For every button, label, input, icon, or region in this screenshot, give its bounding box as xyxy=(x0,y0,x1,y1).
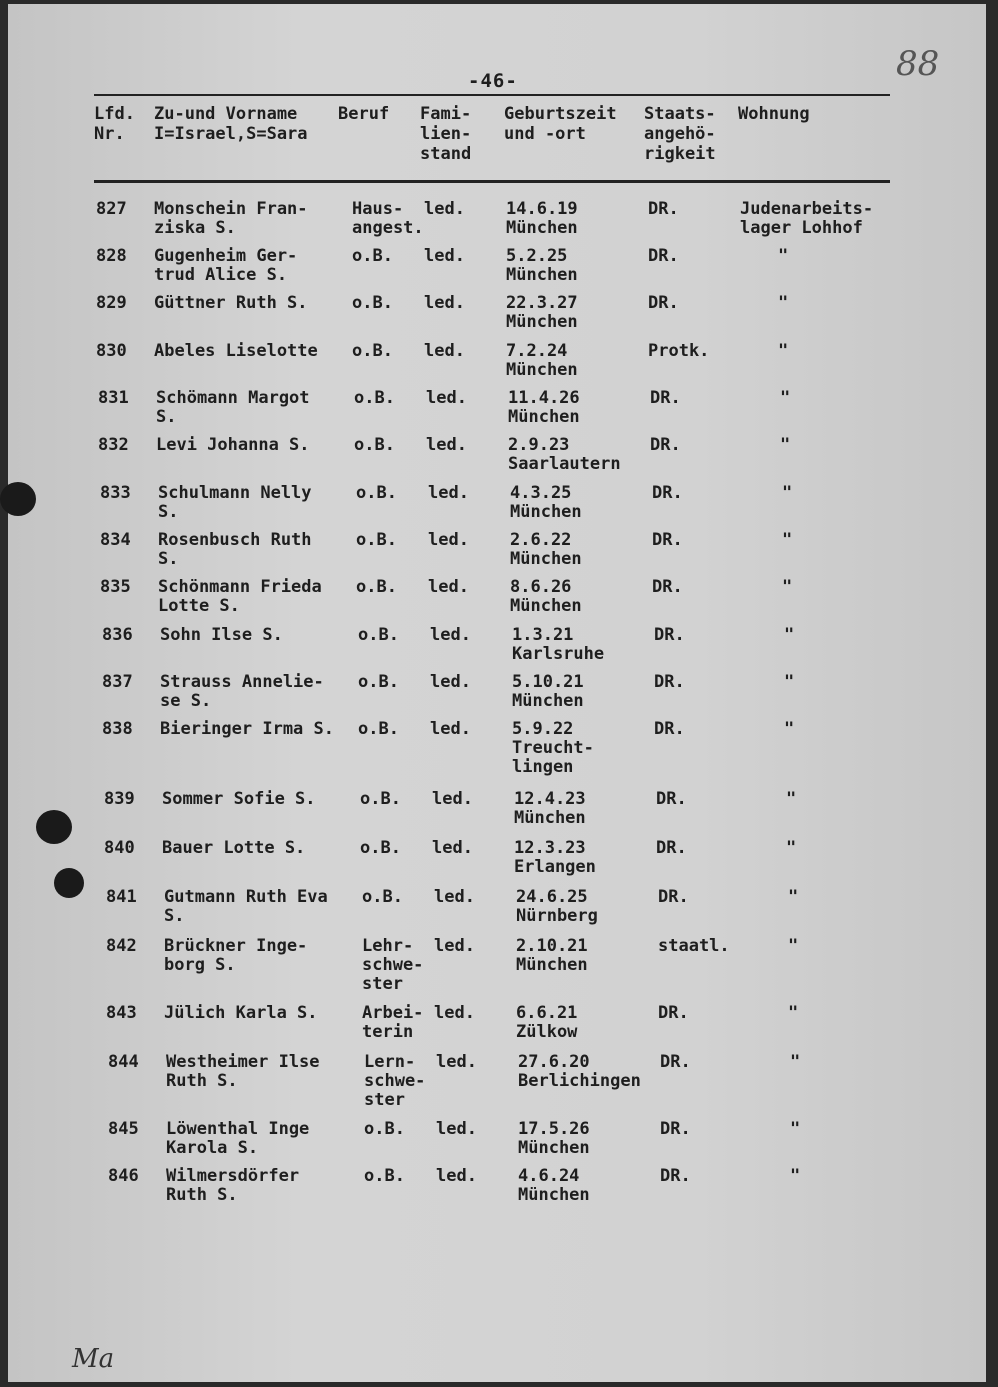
table-row xyxy=(20,1120,998,1166)
row-beruf: Haus- angest. xyxy=(352,199,424,238)
table-row xyxy=(12,484,990,530)
row-number: 834 xyxy=(100,530,131,550)
row-staat: DR. xyxy=(652,577,683,597)
row-name: Jülich Karla S. xyxy=(164,1003,318,1023)
table-row xyxy=(14,673,992,719)
row-wohnung: Judenarbeits- lager Lohhof xyxy=(740,199,874,238)
row-name: Rosenbusch Ruth S. xyxy=(158,530,312,569)
row-number: 842 xyxy=(106,936,137,956)
row-staat: DR. xyxy=(652,530,683,550)
row-familienstand: led. xyxy=(436,1166,477,1186)
row-staat: DR. xyxy=(660,1119,691,1139)
row-staat: DR. xyxy=(658,1003,689,1023)
row-wohnung: " xyxy=(790,1052,801,1072)
row-beruf: o.B. xyxy=(352,341,393,361)
row-familienstand: led. xyxy=(424,199,465,219)
row-familienstand: led. xyxy=(430,672,471,692)
row-geburt: 5.9.22 Treucht- lingen xyxy=(512,719,594,777)
row-familienstand: led. xyxy=(428,530,469,550)
row-number: 833 xyxy=(100,483,131,503)
row-familienstand: led. xyxy=(436,1052,477,1072)
row-geburt: 24.6.25 Nürnberg xyxy=(516,887,598,926)
row-geburt: 22.3.27 München xyxy=(506,293,578,332)
archive-number: 88 xyxy=(896,44,940,84)
row-geburt: 7.2.24 München xyxy=(506,341,578,380)
row-staat: DR. xyxy=(654,625,685,645)
row-wohnung: " xyxy=(782,530,793,550)
row-geburt: 6.6.21 Zülkow xyxy=(516,1003,578,1042)
row-name: Sohn Ilse S. xyxy=(160,625,283,645)
row-geburt: 5.2.25 München xyxy=(506,246,578,285)
table-row xyxy=(8,342,986,388)
row-beruf: o.B. xyxy=(352,246,393,266)
row-familienstand: led. xyxy=(434,887,475,907)
row-familienstand: led. xyxy=(426,388,467,408)
row-wohnung: " xyxy=(784,719,795,739)
row-wohnung: " xyxy=(788,1003,799,1023)
row-familienstand: led. xyxy=(436,1119,477,1139)
header-wohnung: Wohnung xyxy=(738,104,810,124)
row-familienstand: led. xyxy=(424,246,465,266)
row-beruf: o.B. xyxy=(356,577,397,597)
row-number: 828 xyxy=(96,246,127,266)
row-wohnung: " xyxy=(778,293,789,313)
row-familienstand: led. xyxy=(432,838,473,858)
row-beruf: o.B. xyxy=(354,388,395,408)
row-beruf: o.B. xyxy=(356,530,397,550)
row-wohnung: " xyxy=(784,672,795,692)
header-familienstand: Fami- lien- stand xyxy=(420,104,472,164)
row-number: 839 xyxy=(104,789,135,809)
row-beruf: o.B. xyxy=(364,1166,405,1186)
table-row xyxy=(18,936,996,994)
table-row xyxy=(16,790,994,836)
row-number: 845 xyxy=(108,1119,139,1139)
header-bottom-rule xyxy=(94,180,890,183)
row-familienstand: led. xyxy=(428,483,469,503)
row-name: Schönmann Frieda Lotte S. xyxy=(158,577,322,616)
row-beruf: Lehr- schwe- ster xyxy=(362,936,424,994)
table-row xyxy=(12,531,990,577)
row-beruf: o.B. xyxy=(358,625,399,645)
row-wohnung: " xyxy=(778,246,789,266)
row-geburt: 2.10.21 München xyxy=(516,936,588,975)
punch-hole xyxy=(0,482,36,516)
marginal-note: Ma xyxy=(72,1344,115,1374)
row-staat: DR. xyxy=(650,435,681,455)
punch-hole xyxy=(36,810,72,844)
row-name: Abeles Liselotte xyxy=(154,341,318,361)
row-wohnung: " xyxy=(784,625,795,645)
table-row xyxy=(16,839,994,885)
header-name: Zu-und Vorname I=Israel,S=Sara xyxy=(154,104,308,144)
row-wohnung: " xyxy=(786,838,797,858)
row-number: 832 xyxy=(98,435,129,455)
row-wohnung: " xyxy=(782,577,793,597)
row-staat: DR. xyxy=(648,199,679,219)
table-row xyxy=(18,888,996,934)
row-geburt: 8.6.26 München xyxy=(510,577,582,616)
row-number: 837 xyxy=(102,672,133,692)
row-staat: DR. xyxy=(656,838,687,858)
row-wohnung: " xyxy=(782,483,793,503)
table-row xyxy=(12,578,990,624)
table-row xyxy=(10,389,988,435)
row-number: 840 xyxy=(104,838,135,858)
row-familienstand: led. xyxy=(430,719,471,739)
row-wohnung: " xyxy=(786,789,797,809)
row-name: Westheimer Ilse Ruth S. xyxy=(166,1052,320,1091)
table-row xyxy=(20,1167,998,1213)
row-geburt: 12.3.23 Erlangen xyxy=(514,838,596,877)
row-name: Wilmersdörfer Ruth S. xyxy=(166,1166,300,1205)
header-nr: Lfd. Nr. xyxy=(94,104,135,144)
row-geburt: 2.9.23 Saarlautern xyxy=(508,435,621,474)
row-geburt: 1.3.21 Karlsruhe xyxy=(512,625,605,664)
row-number: 831 xyxy=(98,388,129,408)
row-geburt: 14.6.19 München xyxy=(506,199,578,238)
row-beruf: o.B. xyxy=(354,435,395,455)
row-staat: DR. xyxy=(654,719,685,739)
row-name: Gutmann Ruth Eva S. xyxy=(164,887,328,926)
row-wohnung: " xyxy=(780,435,791,455)
punch-hole xyxy=(54,868,84,898)
row-staat: DR. xyxy=(654,672,685,692)
row-geburt: 4.6.24 München xyxy=(518,1166,590,1205)
row-number: 846 xyxy=(108,1166,139,1186)
row-number: 829 xyxy=(96,293,127,313)
row-number: 836 xyxy=(102,625,133,645)
row-familienstand: led. xyxy=(424,341,465,361)
row-staat: DR. xyxy=(650,388,681,408)
row-beruf: o.B. xyxy=(362,887,403,907)
row-number: 841 xyxy=(106,887,137,907)
table-row xyxy=(10,436,988,482)
row-familienstand: led. xyxy=(424,293,465,313)
table-row xyxy=(8,200,986,246)
row-number: 827 xyxy=(96,199,127,219)
row-wohnung: " xyxy=(788,887,799,907)
table-row xyxy=(8,294,986,340)
row-staat: DR. xyxy=(648,246,679,266)
header-geburt: Geburtszeit und -ort xyxy=(504,104,617,144)
row-familienstand: led. xyxy=(434,1003,475,1023)
row-name: Brückner Inge- borg S. xyxy=(164,936,308,975)
header-beruf: Beruf xyxy=(338,104,390,124)
row-geburt: 12.4.23 München xyxy=(514,789,586,828)
row-beruf: Arbei- terin xyxy=(362,1003,424,1042)
row-name: Monschein Fran- ziska S. xyxy=(154,199,308,238)
row-staat: DR. xyxy=(652,483,683,503)
row-number: 843 xyxy=(106,1003,137,1023)
row-name: Bieringer Irma S. xyxy=(160,719,334,739)
document-page xyxy=(8,4,986,1382)
row-geburt: 5.10.21 München xyxy=(512,672,584,711)
row-number: 838 xyxy=(102,719,133,739)
row-name: Strauss Annelie- se S. xyxy=(160,672,324,711)
row-wohnung: " xyxy=(790,1166,801,1186)
row-familienstand: led. xyxy=(432,789,473,809)
row-familienstand: led. xyxy=(430,625,471,645)
row-familienstand: led. xyxy=(426,435,467,455)
row-staat: staatl. xyxy=(658,936,730,956)
row-wohnung: " xyxy=(790,1119,801,1139)
row-name: Güttner Ruth S. xyxy=(154,293,308,313)
row-wohnung: " xyxy=(778,341,789,361)
row-name: Schömann Margot S. xyxy=(156,388,310,427)
row-beruf: o.B. xyxy=(364,1119,405,1139)
row-name: Levi Johanna S. xyxy=(156,435,310,455)
table-row xyxy=(8,247,986,293)
table-row xyxy=(20,1052,998,1110)
row-beruf: o.B. xyxy=(352,293,393,313)
row-beruf: o.B. xyxy=(356,483,397,503)
row-name: Gugenheim Ger- trud Alice S. xyxy=(154,246,298,285)
row-geburt: 2.6.22 München xyxy=(510,530,582,569)
row-beruf: o.B. xyxy=(358,719,399,739)
row-beruf: o.B. xyxy=(360,838,401,858)
row-staat: DR. xyxy=(660,1052,691,1072)
row-wohnung: " xyxy=(788,936,799,956)
row-number: 830 xyxy=(96,341,127,361)
row-staat: DR. xyxy=(648,293,679,313)
page-number: -46- xyxy=(468,70,518,92)
row-name: Schulmann Nelly S. xyxy=(158,483,312,522)
row-geburt: 11.4.26 München xyxy=(508,388,580,427)
row-staat: DR. xyxy=(660,1166,691,1186)
header-staat: Staats- angehö- rigkeit xyxy=(644,104,716,164)
row-staat: DR. xyxy=(658,887,689,907)
row-number: 844 xyxy=(108,1052,139,1072)
row-familienstand: led. xyxy=(428,577,469,597)
table-row xyxy=(18,1004,996,1050)
row-geburt: 27.6.20 Berlichingen xyxy=(518,1052,641,1091)
table-row xyxy=(14,626,992,672)
row-staat: DR. xyxy=(656,789,687,809)
row-beruf: o.B. xyxy=(360,789,401,809)
row-name: Bauer Lotte S. xyxy=(162,838,306,858)
row-geburt: 17.5.26 München xyxy=(518,1119,590,1158)
row-number: 835 xyxy=(100,577,131,597)
row-beruf: Lern- schwe- ster xyxy=(364,1052,426,1110)
row-wohnung: " xyxy=(780,388,791,408)
table-row xyxy=(14,719,992,777)
header-top-rule xyxy=(94,94,890,96)
row-familienstand: led. xyxy=(434,936,475,956)
row-name: Löwenthal Inge Karola S. xyxy=(166,1119,310,1158)
row-beruf: o.B. xyxy=(358,672,399,692)
row-staat: Protk. xyxy=(648,341,710,361)
row-geburt: 4.3.25 München xyxy=(510,483,582,522)
row-name: Sommer Sofie S. xyxy=(162,789,316,809)
